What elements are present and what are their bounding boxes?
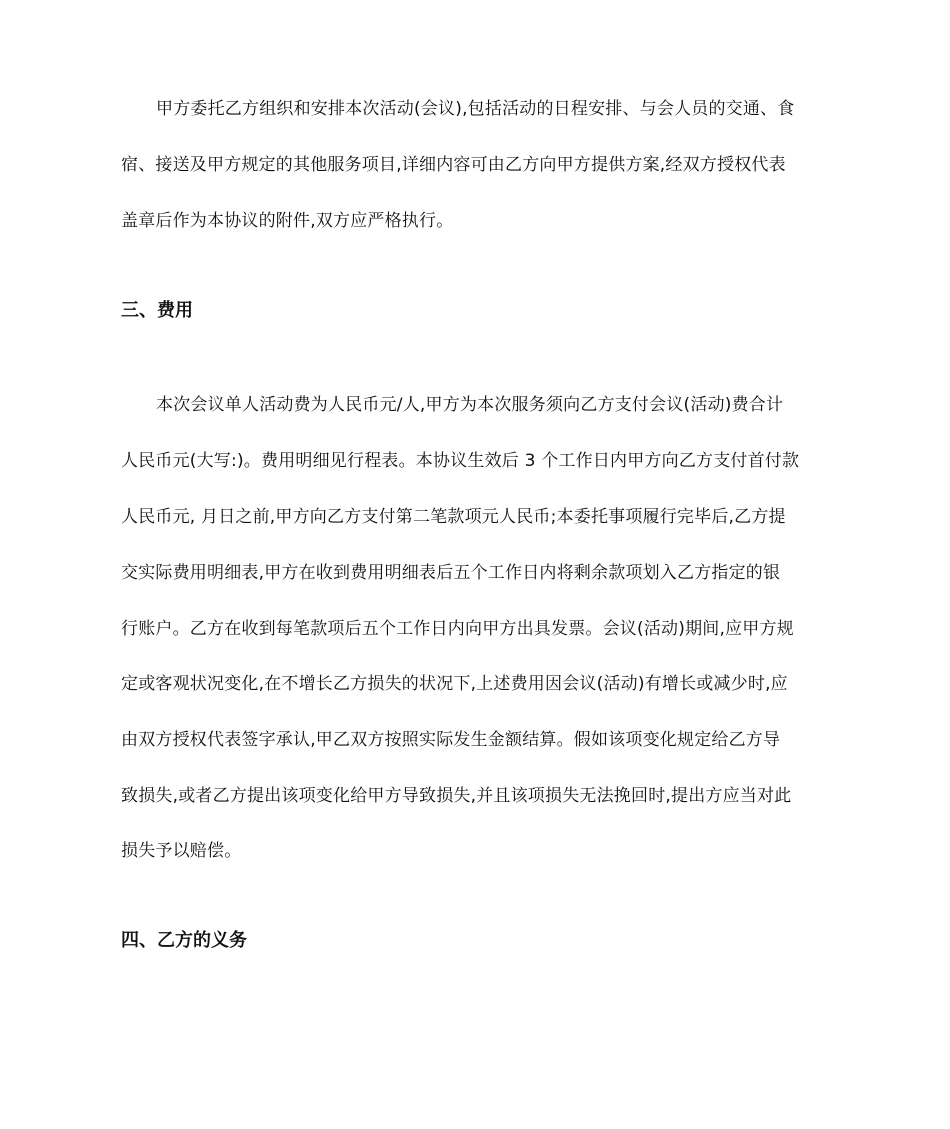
section-3-heading: 三、费用 [121,300,193,321]
section-3-line-6: 定或客观状况变化,在不增长乙方损失的状况下,上述费用因会议(活动)有增长或减少时,应 [121,674,788,694]
paragraph-1-line-1: 甲方委托乙方组织和安排本次活动(会议),包括活动的日程安排、与会人员的交通、食 [156,99,795,119]
section-3-line-8: 致损失,或者乙方提出该项变化给甲方导致损失,并且该项损失无法挽回时,提出方应当对此 [121,786,792,806]
paragraph-1-line-2: 宿、接送及甲方规定的其他服务项目,详细内容可由乙方向甲方提供方案,经双方授权代表 [121,155,786,175]
section-3-line-5: 行账户。乙方在收到每笔款项后五个工作日内向甲方出具发票。会议(活动)期间,应甲方规 [121,619,794,639]
paragraph-1-line-3: 盖章后作为本协议的附件,双方应严格执行。 [121,211,454,231]
section-3-line-4: 交实际费用明细表,甲方在收到费用明细表后五个工作日内将剩余款项划入乙方指定的银 [121,563,781,583]
section-3-line-3: 人民币元, 月日之前,甲方向乙方支付第二笔款项元人民币;本委托事项履行完毕后,乙方提 [121,507,786,527]
section-3-line-2: 人民币元(大写:)。费用明细见行程表。本协议生效后 3 个工作日内甲方向乙方支付首付款 [121,451,800,471]
section-3-line-1: 本次会议单人活动费为人民币元/人,甲方为本次服务须向乙方支付会议(活动)费合计 [156,395,784,415]
section-4-heading: 四、乙方的义务 [121,930,247,951]
section-3-line-7: 由双方授权代表签字承认,甲乙双方按照实际发生金额结算。假如该项变化规定给乙方导 [121,730,781,750]
section-3-line-9: 损失予以赔偿。 [121,841,242,861]
